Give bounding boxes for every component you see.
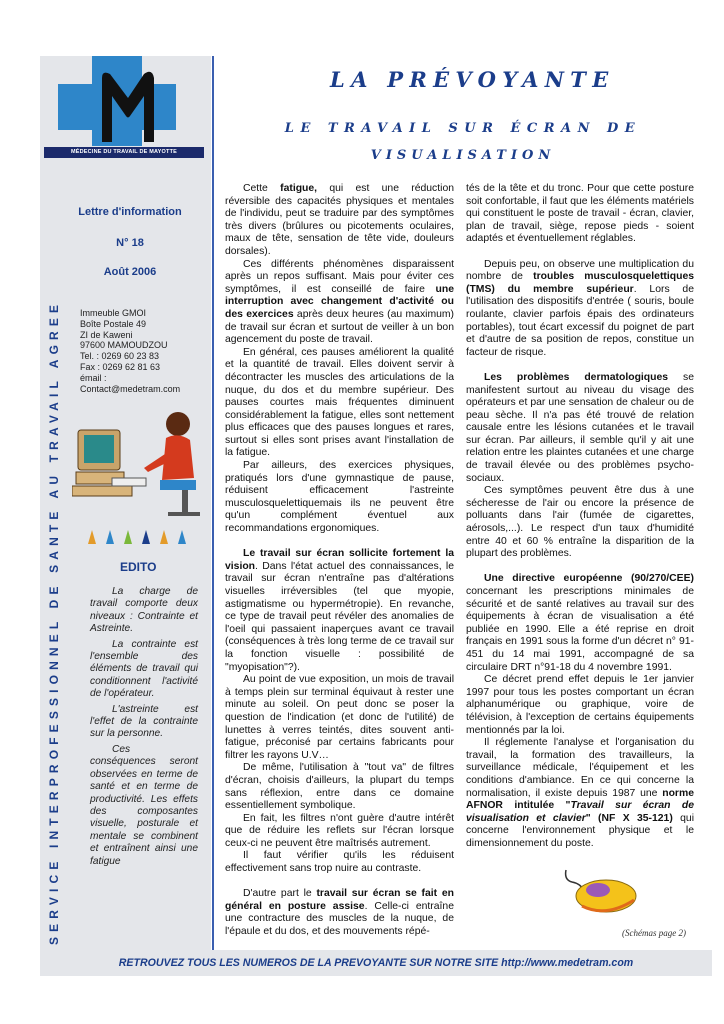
edito-paragraph: L'astreinte est l'effet de la contrainte sur la personne. <box>90 703 198 740</box>
paragraph-regulation: Il réglemente l'analyse et l'organisation du travail, la formation des travailleurs, la surveillance médicale, l'équipement et les conditions d'ambiance. En ce qui concerne la normalisation, il existe depuis 1987 une norme AFNOR intitulée "Travail sur écran de visualisation et clavier" (NF X 35-121) qui concerne l'environnement physique et le dimensionnement du poste. <box>466 737 694 849</box>
vertical-service-text: SERVICE INTERPROFESSIONNEL DE SANTE AU TRAVAIL AGREE <box>47 299 61 945</box>
computer-mouse-illustration <box>562 866 640 916</box>
address-line: 97600 MAMOUDZOU <box>80 340 168 351</box>
article-column-2 <box>466 183 694 850</box>
contact-block <box>80 308 205 394</box>
edito-title: EDITO <box>120 560 157 574</box>
issue-date: Août 2006 <box>103 266 157 278</box>
colored-hands-illustration <box>84 524 194 550</box>
paragraph-contrast: Il faut vérifier qu'ils les réduisent effectivement sans trop nuire au contraste. <box>225 850 454 875</box>
email-address[interactable]: Contact@medetram.com <box>80 383 181 394</box>
paragraph-posture-cont: tés de la tête et du tronc. Pour que cette posture soit confortable, il faut que les éléments matériels qui constituent le poste de travail - écran, clavier, plan de travail, siège, repose pieds - soient adaptés et éventuellement réglables. <box>466 183 694 245</box>
computer-worker-illustration <box>72 408 202 518</box>
address-line: Immeuble GMOI <box>80 308 147 318</box>
subtitle-line-1: LE TRAVAIL SUR ÉCRAN DE <box>284 121 642 136</box>
paragraph-exposure: Au point de vue exposition, un mois de travail à temps plein sur terminal équivaut à rester une minute au soleil. On peut donc se poser la question de l'indication (et donc de l'utilité) de lunettes à verres teintés, dites souvent anti-fatigue, préconisé par certains fabricants pour filtrer les rayons U.V… <box>225 674 454 761</box>
address-line: ZI de Kaweni <box>80 329 133 340</box>
logo-banner: MÉDECINE DU TRAVAIL DE MAYOTTE <box>44 147 204 158</box>
paragraph-general: En général, ces pauses améliorent la qualité et la quantité de travail. Elles doivent servir à décontracter les muscles des articulations de la nuque, du dos et du membre supérieur. Des pauses courtes mais fréquentes diminuent considérablement la fatigue, elles sont nettement plus efficaces que des pauses longues et rares, surtout si elles sont prises avant l'installation de la fatigue. <box>225 346 454 459</box>
address-line: Boîte Postale 49 <box>80 318 147 329</box>
paragraph-exercises: Par ailleurs, des exercices physiques, pratiqués lors d'une gymnastique de pause, réduisent efficacement l'astreinte musculosquelettiquemais ils ne peuvent être qu'un complément éventuel aux recommandations ergonomiques. <box>225 460 454 535</box>
column-divider <box>212 56 214 956</box>
edito-paragraph: La contrainte est l'ensemble des éléments de travail qui conditionnent l'activité de l'opérateur. <box>90 638 198 700</box>
edito-text <box>90 586 198 871</box>
edito-paragraph: Ces conséquences seront observées en terme de santé et en terme de productivité. Les effets des composantes visuelle, posturale et mentale se combinent et entraînent ainsi une fatigue <box>90 743 198 867</box>
paragraph-reflections: En fait, les filtres n'ont guère d'autre intérêt que de réduire les reflets sur l'écran lorsque ceux-ci ne peuvent être maîtrisés autrement. <box>225 812 454 849</box>
paragraph-tms: Depuis peu, on observe une multiplication du nombre de troubles musculosquelettiques (TMS) du membre supérieur. Lors de l'utilisation des dispositifs d'entrée ( souris, boule roulante, clavier parfois épais des ordinateurs portables), tout écart excessif du poignet de part et d'autre de sa position de repos, constitue un facteur de risque. <box>466 258 695 358</box>
paragraph-fatigue: Cette fatigue, qui est une réduction réversible des capacités physiques et mentales de l'individu, peut se traduire par des symptômes très divers (brûlures ou picotements oculaires, maux de tête, sensation de tête vide, douleurs dorsales). <box>225 183 454 257</box>
phone: Tel. : 0269 60 23 83 <box>80 351 160 362</box>
email-label: émail : <box>80 372 107 383</box>
subtitle-line-2: VISUALISATION <box>370 148 556 163</box>
article-column-1 <box>225 183 454 939</box>
page-title: LA PRÉVOYANTE <box>330 67 615 92</box>
paragraph-directive: Une directive européenne (90/270/CEE) concernant les prescriptions minimales de sécurité et de santé relatives au travail sur des équipements à écran de visualisation a été publiée en 1990. Elle a été reprise en droit français en 1991 sous la forme d'un décret n° 91-451 du 14 mai 1991, accompagné de sa circulaire DRT n°91-18 du 4 novembre 1991. <box>466 573 694 673</box>
newsletter-label: Lettre d'information <box>78 206 182 218</box>
paragraph-filters: De même, l'utilisation à "tout va" de filtres d'écran, choisis d'ailleurs, la plupart du temps sans réflexion, entre dans ce domaine essentiellement symbolique. <box>225 762 454 812</box>
paragraph-pauses: Ces différents phénomènes disparaissent après un repos suffisant. Mais pour éviter ces symptômes, il est conseillé de faire une interruption avec changement d'activité ou des exercices après deux heures (au maximum) de travail sur écran et surtout de veiller à un bon agencement du poste de travail. <box>225 258 454 346</box>
paragraph-dermatology: Les problèmes dermatologiques se manifestent surtout au niveau du visage des opérateurs et par une sensation de chaleur ou de peau sèche. Il n'a pas été trouvé de relation causale entre les lésions cutanées et le travail sur écran. Par ailleurs, il semble qu'il y ait une relation entre les plaintes cutanées et une charge de travail élevée ou des problèmes psycho-sociaux. <box>466 371 694 484</box>
paragraph-posture: D'autre part le travail sur écran se fait en général en posture assise. Celle-ci entraîne une contracture des muscles de la nuque, de l'épaule et du dos, et des mouvements répé- <box>225 888 454 938</box>
schemas-note: (Schémas page 2) <box>622 928 686 938</box>
issue-number: N° 18 <box>116 237 144 249</box>
paragraph-decree: Ce décret prend effet depuis le 1er janvier 1997 pour tous les postes comportant un écran alphanumérique ou graphique, voire de télévision, à l'exception de certains équipements mentionnés par la loi. <box>466 674 694 736</box>
paragraph-vision: Le travail sur écran sollicite fortement la vision. Dans l'état actuel des connaissances, le travail sur écran n'entraîne pas d'altérations visuelles irréversibles (tel que myopie, astigmatisme ou hypermétropie). En revanche, ce type de travail peut révéler des anomalies de l'oeil qui passaient inaperçues avant ce travail (conséquences à très long terme de ce travail sur la fonction visuelle : possibilité de "myopisation"?). <box>225 548 454 673</box>
edito-paragraph: La charge de travail comporte deux niveaux : Contrainte et Astreinte. <box>90 586 198 635</box>
paragraph-humidity: Ces symptômes peuvent être dus à une sécheresse de l'air ou encore la présence de polluants dans l'air (fumée de cigarettes, aérosols,...). Le respect d'un taux d'humidité entre 40 et 60 % entraîne la disparition de la plupart des problèmes. <box>466 485 694 560</box>
footer-banner[interactable]: RETROUVEZ TOUS LES NUMEROS DE LA PREVOYANTE SUR NOTRE SITE http://www.medetram.com <box>40 950 712 976</box>
fax: Fax : 0269 62 81 63 <box>80 361 161 372</box>
